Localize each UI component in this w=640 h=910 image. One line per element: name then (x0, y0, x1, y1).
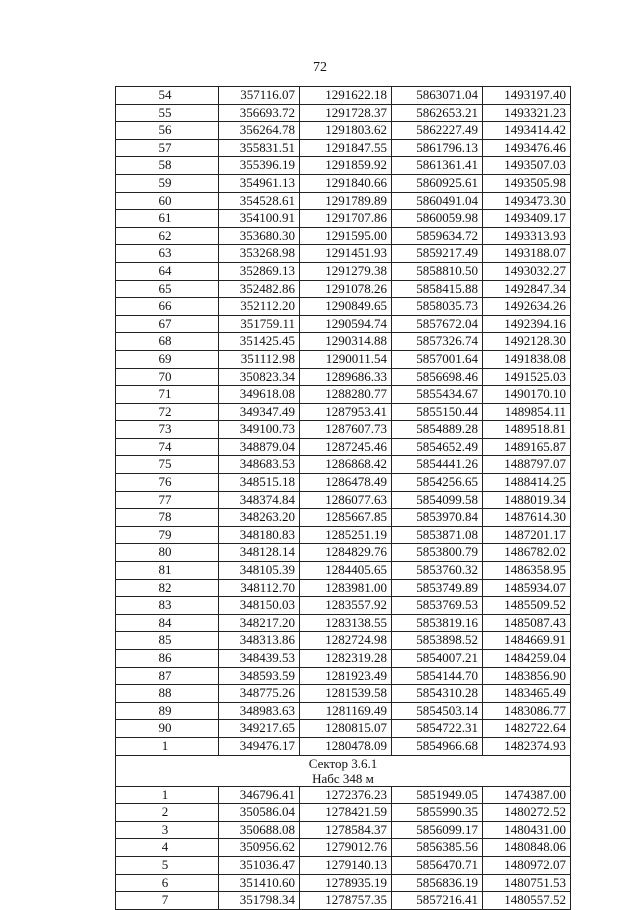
coordinate-cell: 1484259.04 (483, 650, 571, 668)
point-number-cell: 72 (116, 403, 219, 421)
coordinate-cell: 351036.47 (219, 856, 300, 874)
table-row (116, 509, 571, 527)
coordinate-cell: 1281539.58 (300, 685, 392, 703)
coordinate-cell: 352869.13 (219, 262, 300, 280)
table-row (116, 262, 571, 280)
coordinate-cell: 1492634.26 (483, 298, 571, 316)
coordinate-cell: 1288280.77 (300, 386, 392, 404)
point-number-cell: 86 (116, 650, 219, 668)
table-row (116, 210, 571, 228)
table-row (116, 737, 571, 755)
point-number-cell: 66 (116, 298, 219, 316)
coordinate-cell: 346796.41 (219, 786, 300, 804)
coordinate-cell: 357116.07 (219, 87, 300, 105)
coordinate-cell: 1278935.19 (300, 874, 392, 892)
coordinate-cell: 1493409.17 (483, 210, 571, 228)
coordinate-cell: 1291840.66 (300, 174, 392, 192)
coordinate-cell: 5861796.13 (392, 139, 483, 157)
coordinate-cell: 5858810.50 (392, 262, 483, 280)
point-number-cell: 70 (116, 368, 219, 386)
point-number-cell: 73 (116, 421, 219, 439)
table-row (116, 526, 571, 544)
coordinate-cell: 5853749.89 (392, 579, 483, 597)
coordinate-cell: 351112.98 (219, 350, 300, 368)
point-number-cell: 84 (116, 614, 219, 632)
table-row (116, 104, 571, 122)
coordinate-cell: 1484669.91 (483, 632, 571, 650)
point-number-cell: 2 (116, 804, 219, 822)
table-row (116, 333, 571, 351)
coordinate-cell: 5857326.74 (392, 333, 483, 351)
coordinate-cell: 1283557.92 (300, 597, 392, 615)
point-number-cell: 78 (116, 509, 219, 527)
coordinate-cell: 1487201.17 (483, 526, 571, 544)
point-number-cell: 81 (116, 562, 219, 580)
coordinate-cell: 1278757.35 (300, 892, 392, 910)
coordinate-cell: 1480848.06 (483, 839, 571, 857)
table-row (116, 856, 571, 874)
coordinate-cell: 355831.51 (219, 139, 300, 157)
coordinate-cell: 5853760.32 (392, 562, 483, 580)
table-row (116, 421, 571, 439)
coordinate-cell: 1286077.63 (300, 491, 392, 509)
coordinate-cell: 349476.17 (219, 737, 300, 755)
coordinate-cell: 5854652.49 (392, 438, 483, 456)
point-number-cell: 6 (116, 874, 219, 892)
sector-header-cell (116, 755, 571, 786)
coordinate-cell: 1290849.65 (300, 298, 392, 316)
coordinate-cell: 1486358.95 (483, 562, 571, 580)
sector-row (116, 755, 571, 786)
table-row (116, 245, 571, 263)
table-row (116, 614, 571, 632)
coordinate-cell: 1287245.46 (300, 438, 392, 456)
table-row (116, 702, 571, 720)
table-row (116, 579, 571, 597)
point-number-cell: 88 (116, 685, 219, 703)
coordinate-cell: 1281923.49 (300, 667, 392, 685)
coordinate-cell: 1282319.28 (300, 650, 392, 668)
coordinate-cell: 348263.20 (219, 509, 300, 527)
table-row (116, 350, 571, 368)
point-number-cell: 77 (116, 491, 219, 509)
coordinate-cell: 348313.86 (219, 632, 300, 650)
coordinate-cell: 1492394.16 (483, 315, 571, 333)
coordinate-cell: 1474387.00 (483, 786, 571, 804)
coordinate-cell: 1490170.10 (483, 386, 571, 404)
coordinate-cell: 1480972.07 (483, 856, 571, 874)
coordinate-cell: 5857672.04 (392, 315, 483, 333)
coordinate-cell: 356693.72 (219, 104, 300, 122)
coordinate-cell: 1291789.89 (300, 192, 392, 210)
table-body-lower (116, 786, 571, 909)
coordinate-cell: 1489518.81 (483, 421, 571, 439)
point-number-cell: 63 (116, 245, 219, 263)
table-row (116, 839, 571, 857)
coordinate-cell: 1283981.00 (300, 579, 392, 597)
coordinate-cell: 348683.53 (219, 456, 300, 474)
coordinate-cell: 1283138.55 (300, 614, 392, 632)
table-row (116, 491, 571, 509)
table-row (116, 544, 571, 562)
coordinate-cell: 1278421.59 (300, 804, 392, 822)
coordinate-cell: 1485509.52 (483, 597, 571, 615)
coordinate-cell: 348180.83 (219, 526, 300, 544)
table-row (116, 122, 571, 140)
point-number-cell: 64 (116, 262, 219, 280)
coordinate-cell: 1286868.42 (300, 456, 392, 474)
table-row (116, 368, 571, 386)
table-row (116, 456, 571, 474)
coordinate-cell: 1493313.93 (483, 227, 571, 245)
coordinate-cell: 354528.61 (219, 192, 300, 210)
coordinate-cell: 1480751.53 (483, 874, 571, 892)
coordinate-cell: 1290314.88 (300, 333, 392, 351)
table-row (116, 280, 571, 298)
coordinate-cell: 5860925.61 (392, 174, 483, 192)
coordinate-cell: 1291622.18 (300, 87, 392, 105)
table-row (116, 227, 571, 245)
coordinate-cell: 349100.73 (219, 421, 300, 439)
coordinate-cell: 348879.04 (219, 438, 300, 456)
table-row (116, 438, 571, 456)
point-number-cell: 79 (116, 526, 219, 544)
coordinate-cell: 1493507.03 (483, 157, 571, 175)
point-number-cell: 89 (116, 702, 219, 720)
coordinate-cell: 351798.34 (219, 892, 300, 910)
sector-header (116, 755, 571, 786)
coordinate-cell: 5854966.68 (392, 737, 483, 755)
table-row (116, 786, 571, 804)
table-row (116, 192, 571, 210)
point-number-cell: 80 (116, 544, 219, 562)
coordinate-cell: 350956.62 (219, 839, 300, 857)
coordinate-cell: 5853769.53 (392, 597, 483, 615)
coordinate-cell: 5858415.88 (392, 280, 483, 298)
coordinate-cell: 1286478.49 (300, 474, 392, 492)
coordinate-cell: 5856698.46 (392, 368, 483, 386)
table-row (116, 474, 571, 492)
coordinate-cell: 1485934.07 (483, 579, 571, 597)
coordinate-cell: 1489854.11 (483, 403, 571, 421)
coordinate-cell: 1278584.37 (300, 821, 392, 839)
table-row (116, 157, 571, 175)
point-number-cell: 1 (116, 737, 219, 755)
coordinate-cell: 354961.13 (219, 174, 300, 192)
point-number-cell: 90 (116, 720, 219, 738)
coordinate-cell: 5853898.52 (392, 632, 483, 650)
point-number-cell: 1 (116, 786, 219, 804)
point-number-cell: 58 (116, 157, 219, 175)
coordinate-cell: 349618.08 (219, 386, 300, 404)
table-row (116, 597, 571, 615)
point-number-cell: 82 (116, 579, 219, 597)
table-row (116, 174, 571, 192)
point-number-cell: 60 (116, 192, 219, 210)
coordinate-cell: 1483086.77 (483, 702, 571, 720)
sector-subtitle: Набс 348 м (312, 770, 374, 786)
coordinate-cell: 5854099.58 (392, 491, 483, 509)
coordinate-cell: 348593.59 (219, 667, 300, 685)
coordinate-cell: 5854007.21 (392, 650, 483, 668)
coordinate-cell: 1281169.49 (300, 702, 392, 720)
coordinate-cell: 348105.39 (219, 562, 300, 580)
point-number-cell: 61 (116, 210, 219, 228)
point-number-cell: 62 (116, 227, 219, 245)
point-number-cell: 74 (116, 438, 219, 456)
coordinate-cell: 1285667.85 (300, 509, 392, 527)
coordinate-cell: 5856470.71 (392, 856, 483, 874)
coordinate-cell: 1290011.54 (300, 350, 392, 368)
coordinate-cell: 350688.08 (219, 821, 300, 839)
coordinate-cell: 351425.45 (219, 333, 300, 351)
table-row (116, 667, 571, 685)
coordinate-cell: 351759.11 (219, 315, 300, 333)
coordinate-cell: 348439.53 (219, 650, 300, 668)
coordinate-cell: 5854310.28 (392, 685, 483, 703)
coordinate-cell: 1287607.73 (300, 421, 392, 439)
coordinate-cell: 1493321.23 (483, 104, 571, 122)
table-row (116, 386, 571, 404)
coordinate-cell: 5853800.79 (392, 544, 483, 562)
table-body-upper (116, 87, 571, 756)
coordinate-cell: 349347.49 (219, 403, 300, 421)
coordinate-cell: 1291803.62 (300, 122, 392, 140)
table-row (116, 562, 571, 580)
point-number-cell: 83 (116, 597, 219, 615)
coordinate-cell: 352112.20 (219, 298, 300, 316)
coordinate-cell: 1482374.93 (483, 737, 571, 755)
coordinate-cell: 353268.98 (219, 245, 300, 263)
coordinate-cell: 1492128.30 (483, 333, 571, 351)
coordinate-cell: 1486782.02 (483, 544, 571, 562)
coordinate-cell: 5853871.08 (392, 526, 483, 544)
point-number-cell: 69 (116, 350, 219, 368)
coordinate-cell: 1280815.07 (300, 720, 392, 738)
coordinate-cell: 5854441.26 (392, 456, 483, 474)
coordinate-cell: 348112.70 (219, 579, 300, 597)
coordinate-cell: 1483856.90 (483, 667, 571, 685)
coordinate-cell: 1272376.23 (300, 786, 392, 804)
coordinate-cell: 1488019.34 (483, 491, 571, 509)
coordinate-cell: 5851949.05 (392, 786, 483, 804)
coordinate-cell: 5856099.17 (392, 821, 483, 839)
coordinate-cell: 5858035.73 (392, 298, 483, 316)
table-row (116, 403, 571, 421)
coordinate-cell: 1480272.52 (483, 804, 571, 822)
table-row (116, 874, 571, 892)
coordinate-cell: 1493414.42 (483, 122, 571, 140)
coordinate-cell: 5863071.04 (392, 87, 483, 105)
coordinate-cell: 5853819.16 (392, 614, 483, 632)
point-number-cell: 59 (116, 174, 219, 192)
coordinate-cell: 5856385.56 (392, 839, 483, 857)
coordinate-cell: 1483465.49 (483, 685, 571, 703)
table-row (116, 720, 571, 738)
coordinate-cell: 1493476.46 (483, 139, 571, 157)
table-row (116, 650, 571, 668)
point-number-cell: 5 (116, 856, 219, 874)
coordinate-cell: 1291078.26 (300, 280, 392, 298)
coordinate-cell: 348775.26 (219, 685, 300, 703)
coordinate-cell: 352482.86 (219, 280, 300, 298)
point-number-cell: 7 (116, 892, 219, 910)
point-number-cell: 67 (116, 315, 219, 333)
table-row (116, 892, 571, 910)
point-number-cell: 3 (116, 821, 219, 839)
point-number-cell: 4 (116, 839, 219, 857)
coordinate-cell: 348983.63 (219, 702, 300, 720)
coordinate-cell: 1279140.13 (300, 856, 392, 874)
coordinate-cell: 1284405.65 (300, 562, 392, 580)
coordinate-cell: 1291707.86 (300, 210, 392, 228)
coordinate-cell: 5855150.44 (392, 403, 483, 421)
coordinate-cell: 351410.60 (219, 874, 300, 892)
coordinate-cell: 1482722.64 (483, 720, 571, 738)
coordinate-cell: 5857216.41 (392, 892, 483, 910)
point-number-cell: 85 (116, 632, 219, 650)
coordinate-cell: 348217.20 (219, 614, 300, 632)
coordinate-cell: 1291847.55 (300, 139, 392, 157)
coordinate-cell: 1493473.30 (483, 192, 571, 210)
point-number-cell: 76 (116, 474, 219, 492)
coordinate-cell: 353680.30 (219, 227, 300, 245)
coordinate-cell: 356264.78 (219, 122, 300, 140)
coordinate-cell: 5862227.49 (392, 122, 483, 140)
coordinate-cell: 348515.18 (219, 474, 300, 492)
coordinate-cell: 1493197.40 (483, 87, 571, 105)
coordinates-table (115, 86, 571, 910)
point-number-cell: 75 (116, 456, 219, 474)
coordinate-cell: 1491525.03 (483, 368, 571, 386)
coordinate-cell: 1284829.76 (300, 544, 392, 562)
coordinate-cell: 1291728.37 (300, 104, 392, 122)
point-number-cell: 57 (116, 139, 219, 157)
table-row (116, 315, 571, 333)
point-number-cell: 87 (116, 667, 219, 685)
point-number-cell: 54 (116, 87, 219, 105)
coordinate-cell: 5861361.41 (392, 157, 483, 175)
coordinate-cell: 5854144.70 (392, 667, 483, 685)
coordinate-cell: 5862653.21 (392, 104, 483, 122)
coordinate-cell: 1485087.43 (483, 614, 571, 632)
coordinate-cell: 5859217.49 (392, 245, 483, 263)
coordinate-cell: 1291595.00 (300, 227, 392, 245)
coordinate-cell: 5854256.65 (392, 474, 483, 492)
point-number-cell: 68 (116, 333, 219, 351)
coordinate-cell: 1287953.41 (300, 403, 392, 421)
table-row (116, 139, 571, 157)
table-row (116, 821, 571, 839)
page-number: 72 (313, 60, 327, 75)
coordinate-cell: 5860491.04 (392, 192, 483, 210)
coordinate-cell: 1493032.27 (483, 262, 571, 280)
sector-title: Сектор 3.6.1 (308, 755, 378, 771)
coordinate-cell: 1291279.38 (300, 262, 392, 280)
coordinate-cell: 1488414.25 (483, 474, 571, 492)
coordinate-cell: 1488797.07 (483, 456, 571, 474)
table-row (116, 685, 571, 703)
coordinate-cell: 1290594.74 (300, 315, 392, 333)
coordinate-cell: 1279012.76 (300, 839, 392, 857)
table-row (116, 87, 571, 105)
coordinate-cell: 1492847.34 (483, 280, 571, 298)
coordinate-cell: 5853970.84 (392, 509, 483, 527)
coordinate-cell: 348150.03 (219, 597, 300, 615)
coordinate-cell: 5859634.72 (392, 227, 483, 245)
coordinate-cell: 1491838.08 (483, 350, 571, 368)
table-row (116, 804, 571, 822)
coordinate-cell: 1285251.19 (300, 526, 392, 544)
coordinate-cell: 1493505.98 (483, 174, 571, 192)
coordinate-cell: 1291451.93 (300, 245, 392, 263)
coordinate-cell: 5854889.28 (392, 421, 483, 439)
point-number-cell: 56 (116, 122, 219, 140)
coordinate-cell: 1291859.92 (300, 157, 392, 175)
coordinate-cell: 1282724.98 (300, 632, 392, 650)
coordinate-cell: 5854722.31 (392, 720, 483, 738)
table-row (116, 632, 571, 650)
coordinate-cell: 5860059.98 (392, 210, 483, 228)
coordinate-cell: 5855434.67 (392, 386, 483, 404)
coordinate-cell: 5854503.14 (392, 702, 483, 720)
coordinate-cell: 350823.34 (219, 368, 300, 386)
table-row (116, 298, 571, 316)
coordinate-cell: 1480431.00 (483, 821, 571, 839)
coordinate-cell: 5856836.19 (392, 874, 483, 892)
coordinate-cell: 1489165.87 (483, 438, 571, 456)
coordinate-cell: 5857001.64 (392, 350, 483, 368)
point-number-cell: 55 (116, 104, 219, 122)
coordinate-cell: 354100.91 (219, 210, 300, 228)
coordinate-cell: 1487614.30 (483, 509, 571, 527)
coordinate-cell: 1280478.09 (300, 737, 392, 755)
coordinate-cell: 349217.65 (219, 720, 300, 738)
coordinate-cell: 355396.19 (219, 157, 300, 175)
coordinate-cell: 350586.04 (219, 804, 300, 822)
coordinate-cell: 5855990.35 (392, 804, 483, 822)
point-number-cell: 65 (116, 280, 219, 298)
coordinate-cell: 1289686.33 (300, 368, 392, 386)
coordinate-cell: 348374.84 (219, 491, 300, 509)
coordinate-cell: 1480557.52 (483, 892, 571, 910)
coordinate-cell: 1493188.07 (483, 245, 571, 263)
point-number-cell: 71 (116, 386, 219, 404)
coordinate-cell: 348128.14 (219, 544, 300, 562)
